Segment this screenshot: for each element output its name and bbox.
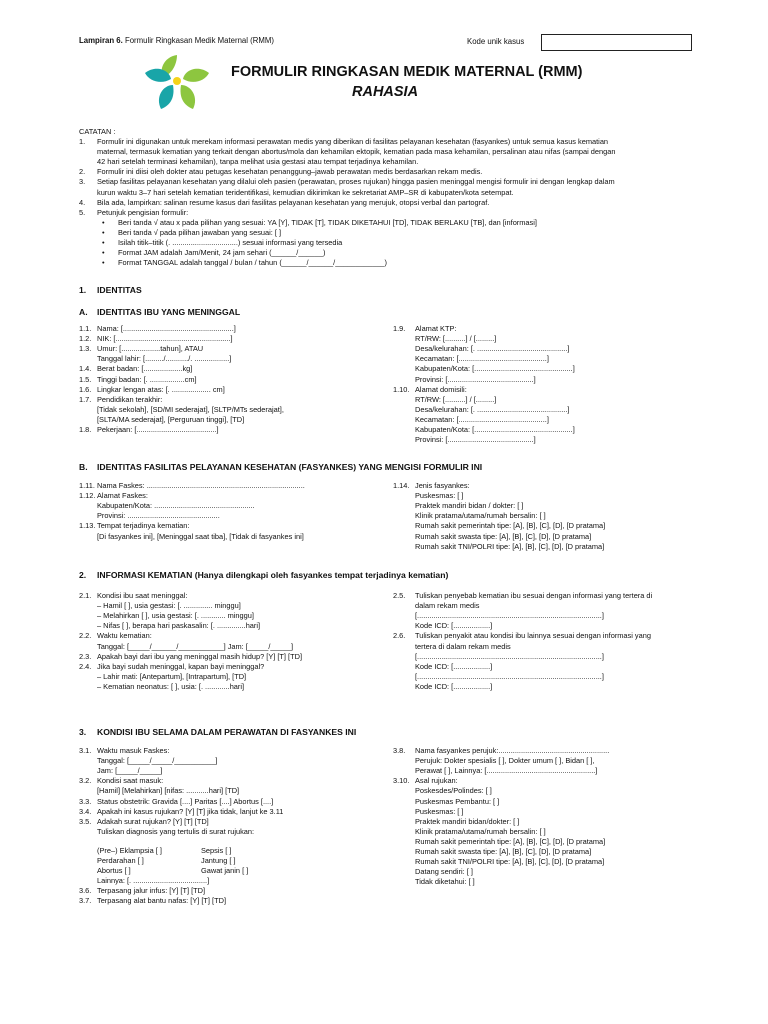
form-title: FORMULIR RINGKASAN MEDIK MATERNAL (RMM) [231,64,583,80]
instruction-bullet: Beri tanda √ pada pilihan jawaban yang sesuai: [ ] [118,227,282,237]
logo-leaf-bottom-right [181,85,196,109]
field-number: 3.1. [79,746,92,755]
note-number: 2. [79,167,86,177]
identity-field[interactable]: Tinggi badan: [. .................cm] [97,374,197,384]
field-number: 3.8. [393,746,406,755]
cause-of-death-field[interactable]: Kode ICD: [..................] [415,681,493,691]
field-number: 1.2. [79,334,92,344]
case-code-field[interactable] [541,34,692,51]
facility-type-option[interactable]: Rumah sakit swasta tipe: [A], [B], [C], [D], [D pratama] [415,531,592,541]
referral-field[interactable]: Rumah sakit swasta tipe: [A], [B], [C], [D], [D pratama] [415,847,592,856]
diagnosis-option[interactable]: (Pre–) Eklampsia [ ] [97,846,162,855]
address-field[interactable]: Kecamatan: [...........................................] [415,354,549,364]
care-support-field[interactable]: Terpasang jalur infus: [Y] [T] [TD] [97,886,206,895]
section-1a-letter: A. [79,307,88,317]
other-diagnosis-field[interactable]: Lainnya: [. ....................................] [97,876,210,885]
field-number: 2.5. [393,591,406,600]
address-field[interactable]: RT/RW: [..........] / [.........] [415,334,497,344]
cause-of-death-field[interactable]: Tuliskan penyebab kematian ibu sesuai dengan informasi yang tertera di [415,591,653,600]
identity-field[interactable]: Tanggal lahir: [........./.........../. .................] [97,354,232,364]
referral-field[interactable]: Rumah sakit TNI/POLRI tipe: [A], [B], [C], [D], [D pratama] [415,857,605,867]
diagnosis-option[interactable]: Gawat janin [ ] [201,866,249,876]
address-field[interactable]: Kabupaten/Kota: [................................................] [415,364,575,374]
care-condition-field[interactable]: [Hamil] [Melahirkan] [nifas: ...........hari] [TD] [97,786,240,796]
diagnosis-option[interactable]: Perdarahan [ ] [97,856,144,866]
field-number: 2.2. [79,631,92,641]
field-number: 1.12. [79,491,96,501]
bullet-icon: • [102,217,105,227]
facility-field[interactable]: [Di fasyankes ini], [Meninggal saat tiba], [Tidak di fasyankes ini] [97,531,304,541]
death-info-field[interactable]: Tanggal: [_____/______/___________] Jam: [_____/_____] [97,641,294,651]
field-number: 1.1. [79,324,92,333]
referral-field[interactable]: Perujuk: Dokter spesialis [ ], Dokter umum [ ], Bidan [ ], [415,756,595,766]
diagnosis-option[interactable]: Jantung [ ] [201,856,236,866]
attachment-prefix: Lampiran 6. [79,36,123,45]
death-info-field[interactable]: Jika bayi sudah meninggal, kapan bayi meninggal? [97,661,265,671]
section-1a-title: IDENTITAS IBU YANG MENINGGAL [97,307,241,317]
field-number: 3.2. [79,776,92,786]
case-code-label: Kode unik kasus [467,37,525,46]
note-text: Petunjuk pengisian formulir: [97,207,189,217]
note-text: Formulir ini digunakan untuk merekam informasi perawatan medis yang diberikan di fasilitas pelayanan kesehatan (fasyankes) untuk semua kasus kematian [97,137,609,146]
section-3-title: KONDISI IBU SELAMA DALAM PERAWATAN DI FASYANKES INI [97,727,357,737]
care-condition-field[interactable]: Tanggal: [_____/_____/__________] [97,756,218,766]
address-field[interactable]: Provinsi: [..........................................] [415,374,536,384]
facility-field[interactable]: Kabupaten/Kota: ................................................. [97,501,255,511]
address-field[interactable]: Alamat domisili: [415,384,467,394]
referral-field[interactable]: Poskesdes/Polindes: [ ] [415,786,492,796]
address-field[interactable]: Provinsi: [..........................................] [415,435,536,445]
section-1-title: IDENTITAS [97,285,142,295]
death-info-field[interactable]: – Nifas [ ], berapa hari paskasalin: [. ..............hari] [97,621,261,631]
referral-field[interactable]: Asal rujukan: [415,776,458,786]
identity-field[interactable]: [SLTA/MA sederajat], [Perguruan tinggi], [TD] [97,414,245,424]
ministry-logo [139,51,215,113]
care-condition-field[interactable]: Adakah surat rujukan? [Y] [T] [TD] [97,816,209,826]
facility-type-option[interactable]: Rumah sakit TNI/POLRI tipe: [A], [B], [C], [D], [D pratama] [415,541,605,551]
diagnosis-option[interactable]: Abortus [ ] [97,866,131,876]
referral-field[interactable]: Perawat [ ], Lainnya: [.....................................................] [415,766,598,776]
care-condition-field[interactable]: Waktu masuk Faskes: [97,746,170,755]
field-number: 1.13. [79,521,96,531]
identity-field[interactable]: NIK: [........................................................] [97,334,233,344]
cause-of-death-field[interactable]: Kode ICD: [..................] [415,661,493,671]
facility-field[interactable]: Alamat Faskes: [97,491,148,501]
address-field[interactable]: Desa/kelurahan: [. ............................................] [415,404,570,414]
identity-field[interactable]: Pendidikan terakhir: [97,394,163,404]
diagnosis-option[interactable]: Sepsis [ ] [201,846,232,855]
identity-field[interactable]: Berat badan: [...................kg] [97,364,193,374]
field-number: 1.4. [79,364,92,374]
referral-field[interactable]: Praktek mandiri bidan/dokter: [ ] [415,816,520,826]
field-number: 2.3. [79,651,92,661]
note-text: maternal, termasuk kematian yang terkait dengan abortus/mola dan kehamilan ektopik, kematian pada masa kehamilan, persalinan atau nifas (sampai dengan [97,147,616,157]
identity-field[interactable]: Lingkar lengan atas: [. ................... cm] [97,384,225,394]
referral-field[interactable]: Puskesmas: [ ] [415,806,464,816]
care-condition-field[interactable]: Status obstetrik: Gravida [....] Paritas [....] Abortus [....] [97,796,274,806]
identity-field[interactable]: [Tidak sekolah], [SD/MI sederajat], [SLTP/MTs sederajat], [97,404,284,414]
care-condition-field[interactable]: Apakah ini kasus rujukan? [Y] [T] jika tidak, lanjut ke 3.11 [97,806,284,816]
identity-field[interactable]: Nama: [......................................................] [97,324,236,333]
field-number: 1.10. [393,384,410,394]
logo-leaf-bottom-left [159,85,174,109]
section-2-number: 2. [79,570,87,580]
field-number: 1.8. [79,425,92,434]
referral-field[interactable]: Tidak diketahui: [ ] [415,877,475,887]
section-2-title: INFORMASI KEMATIAN (Hanya dilengkapi oleh fasyankes tempat terjadinya kematian) [97,570,449,580]
note-text: 42 hari setelah terminasi kehamilan), tanpa melihat usia gestasi atau tempat terjadinya kehamilan. [97,157,419,167]
address-field[interactable]: Desa/kelurahan: [. ............................................] [415,344,570,354]
referral-field[interactable]: Klinik pratama/utama/rumah bersalin: [ ] [415,826,546,836]
note-number: 3. [79,177,86,187]
facility-type-option[interactable]: Puskesmas: [ ] [415,491,464,501]
field-number: 3.4. [79,806,92,816]
field-number: 1.3. [79,344,92,354]
cause-of-death-field[interactable]: dalam rekam medis [415,601,480,611]
cause-of-death-field[interactable]: [..........................................................................................] [415,671,604,681]
attachment-label [79,36,274,46]
death-info-field[interactable]: – Hamil [ ], usia gestasi: [. .............. minggu] [97,601,241,611]
referral-field[interactable]: Puskesmas Pembantu: [ ] [415,796,500,806]
note-text: Setiap fasilitas pelayanan kesehatan yang dilalui oleh pasien (perawatan, proses rujukan) hingga pasien meninggal mengisi formulir ini dengan lengkap dalam [97,177,615,187]
field-number: 1.7. [79,394,92,404]
note-number: 1. [79,137,86,146]
facility-type-option[interactable]: Klinik pratama/utama/rumah bersalin: [ ] [415,511,546,521]
form-subtitle: RAHASIA [352,84,419,100]
care-condition-field[interactable]: Tuliskan diagnosis yang tertulis di surat rujukan: [97,826,255,836]
section-3-number: 3. [79,727,87,737]
instruction-bullet: Format TANGGAL adalah tanggal / bulan / tahun (______/______/____________) [118,258,387,268]
note-number: 5. [79,207,86,217]
death-info-field[interactable]: – Kematian neonatus: [ ], usia: [. ............hari] [97,681,245,691]
death-info-field[interactable]: Apakah bayi dari ibu yang meninggal masih hidup? [Y] [T] [TD] [97,651,302,661]
facility-type-option[interactable]: Jenis fasyankes: [415,481,470,490]
cause-of-death-field[interactable]: Tuliskan penyakit atau kondisi ibu lainnya sesuai dengan informasi yang [415,631,651,641]
section-1-number: 1. [79,285,87,295]
bullet-icon: • [102,238,105,247]
note-number: 4. [79,197,86,207]
care-condition-field[interactable]: Jam: [_____/_____] [97,766,163,776]
referral-field[interactable]: Rumah sakit pemerintah tipe: [A], [B], [C], [D], [D pratama] [415,836,606,846]
identity-field[interactable]: Pekerjaan: [.......................................] [97,425,219,434]
field-number: 1.5. [79,374,92,384]
care-condition-field[interactable]: Kondisi saat masuk: [97,776,164,786]
death-info-field[interactable]: Kondisi ibu saat meninggal: [97,591,188,600]
field-number: 1.9. [393,324,406,333]
note-text: kurun waktu 3–7 hari setelah kematian teridentifikasi, kemudian dikirimkan ke sekretariat AMP–SR di kabupaten/kota setempat. [97,187,514,197]
facility-field[interactable]: Provinsi: ............................................. [97,511,220,521]
field-number: 3.3. [79,796,92,806]
logo-center-dot [173,77,181,85]
address-field[interactable]: Alamat KTP: [415,324,457,333]
referral-field[interactable]: Nama fasyankes perujuk:...................................................... [415,746,610,755]
death-info-field[interactable]: Waktu kematian: [97,631,152,641]
bullet-icon: • [102,248,105,258]
address-field[interactable]: RT/RW: [..........] / [.........] [415,394,497,404]
identity-field[interactable]: Umur: [...................tahun], ATAU [97,344,204,354]
note-text: Bila ada, lampirkan: salinan resume kasus dari fasilitas pelayanan kesehatan yang merujuk, otopsi verbal dan partograf. [97,197,490,207]
death-info-field[interactable]: – Lahir mati: [Antepartum], [Intrapartum], [TD] [97,671,247,681]
address-field[interactable]: Kecamatan: [...........................................] [415,414,549,424]
instruction-bullet: Isilah titik–titik (. ................................) sesuai informasi yang tersedia [118,238,343,247]
referral-field[interactable]: Datang sendiri: [ ] [415,867,473,877]
facility-field[interactable]: Tempat terjadinya kematian: [97,521,190,531]
facility-type-option[interactable]: Praktek mandiri bidan / dokter: [ ] [415,501,524,511]
logo-leaf-right [183,69,209,82]
note-text: Formulir ini diisi oleh dokter atau petugas kesehatan penanggung–jawab perawatan medis berdasarkan rekam medis. [97,167,483,177]
bullet-icon: • [102,258,105,268]
field-number: 3.5. [79,816,92,826]
instruction-bullet: Beri tanda √ atau x pada pilihan yang sesuai: YA [Y], TIDAK [T], TIDAK DIKETAHUI [TD], TIDAK BERLAKU [TB], dan [informasi] [118,217,537,227]
cause-of-death-field[interactable]: tertera di dalam rekam medis [415,641,511,651]
section-1b-letter: B. [79,462,88,472]
field-number: 2.6. [393,631,406,641]
cause-of-death-field[interactable]: [..........................................................................................] [415,611,604,621]
bullet-icon: • [102,227,105,237]
care-support-field[interactable]: Terpasang alat bantu nafas: [Y] [T] [TD] [97,896,226,906]
field-number: 1.11. [79,481,95,490]
address-field[interactable]: Kabupaten/Kota: [................................................] [415,425,575,434]
field-number: 3.10. [393,776,410,786]
field-number: 1.6. [79,384,92,394]
attachment-title: Formulir Ringkasan Medik Maternal (RMM) [124,36,274,45]
death-info-field[interactable]: – Melahirkan [ ], usia gestasi: [. ............ minggu] [97,611,254,621]
notes-heading: CATATAN : [79,127,116,136]
section-1b-title: IDENTITAS FASILITAS PELAYANAN KESEHATAN (FASYANKES) YANG MENGISI FORMULIR INI [97,462,483,472]
cause-of-death-field[interactable]: [..........................................................................................] [415,651,604,661]
field-number: 3.7. [79,896,92,906]
instruction-bullet: Format JAM adalah Jam/Menit, 24 jam sehari (______/______) [118,248,326,258]
facility-field[interactable]: Nama Faskes: ............................................................................. [97,481,305,490]
cause-of-death-field[interactable]: Kode ICD: [..................] [415,621,493,631]
field-number: 1.14. [393,481,410,490]
facility-type-option[interactable]: Rumah sakit pemerintah tipe: [A], [B], [C], [D], [D pratama] [415,521,606,531]
field-number: 2.4. [79,661,92,671]
field-number: 3.6. [79,886,92,895]
field-number: 2.1. [79,591,92,600]
